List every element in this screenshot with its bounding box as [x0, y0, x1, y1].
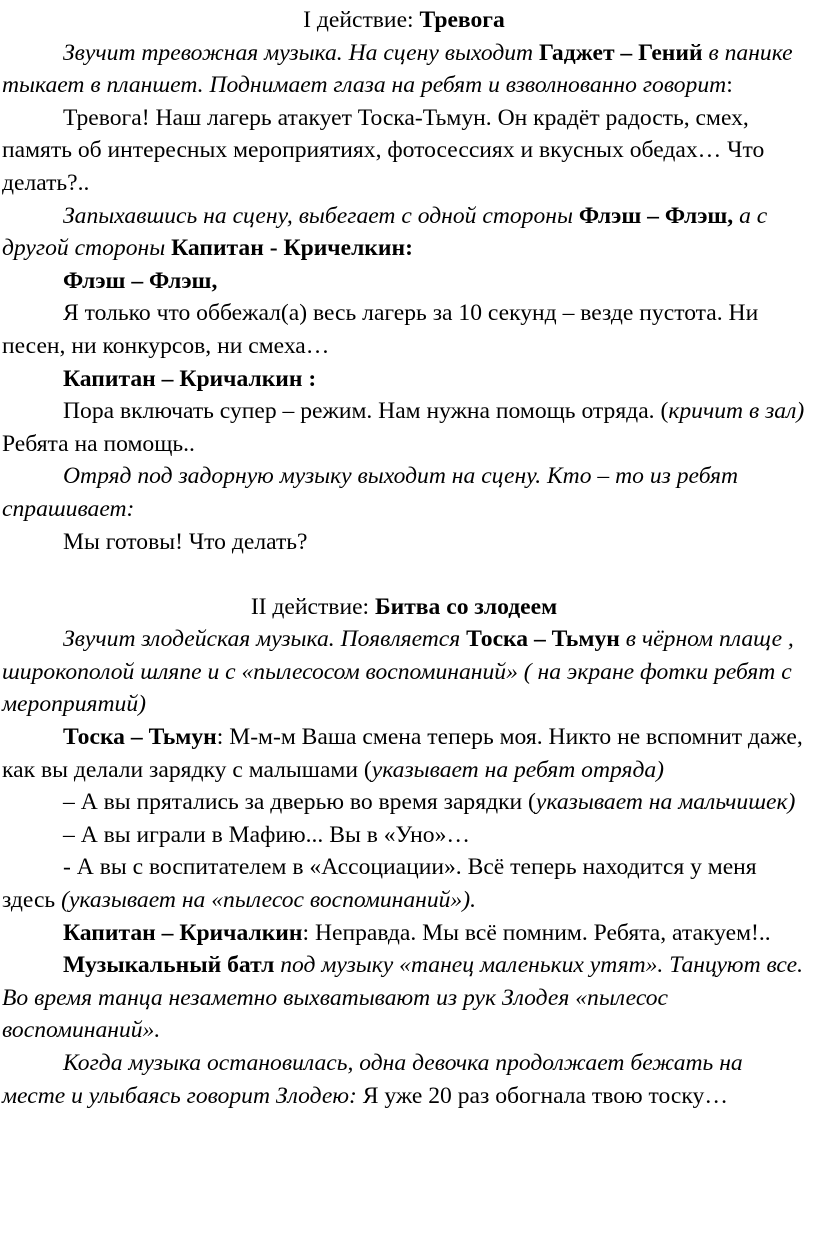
text-span: в чёрном плаще , широкополой шляпе и с «пылесосом воспоминаний» ( на экране фотки ребят с мероприятий) [2, 626, 794, 718]
act2-line-captain [2, 917, 806, 950]
stage-remark: Когда музыка остановилась, одна девочка продолжает бежать на месте и улыбаясь говорит Злодею: [2, 1050, 743, 1109]
act2-line-girl [2, 1047, 806, 1112]
act2-stage-direction-1 [2, 623, 806, 721]
character-name: Капитан - Кричелкин: [171, 235, 413, 262]
character-name: Капитан – Кричалкин [63, 919, 303, 946]
act2-heading [2, 591, 806, 624]
act2-heading-prefix: II действие: [250, 593, 376, 620]
stage-remark: (указывает на «пылесос воспоминаний»). [61, 887, 476, 914]
act1-line-gadget: Тревога! Наш лагерь атакует Тоска-Тьмун. Он крадёт радость, смех, память об интересных мероприятиях, фотосессиях и вкусных обедах… Что делать?.. [2, 104, 765, 196]
act1-line-captain [2, 395, 806, 460]
act1-line-squad: Мы готовы! Что делать? [63, 528, 308, 555]
act1-stage-direction-3: Отряд под задорную музыку выходит на сцену. Кто – то из ребят спрашивает: [2, 463, 738, 522]
text-span: в панике тыкает в планшет. Поднимает глаза на ребят и взволнованно говорит [2, 39, 793, 99]
text-span: – А вы прятались за дверью во время зарядки ( [63, 789, 536, 816]
stage-remark: указывает на мальчишек) [535, 789, 796, 816]
text-span: Звучит тревожная музыка. На сцену выходит [63, 39, 539, 66]
act1-stage-direction-1 [2, 37, 806, 102]
act1-heading-prefix: I действие: [303, 7, 420, 33]
text-span: : М-м-м Ваша смена теперь моя. Никто не вспомнит даже, как вы делали зарядку с малышами ( [2, 724, 803, 783]
character-name: Тоска – Тьмун [466, 626, 620, 653]
act1-stage-direction-2 [2, 200, 806, 265]
act2-heading-title: Битва со злодеем [375, 593, 558, 620]
text-span: : Неправда. Мы всё помним. Ребята, атакуем!.. [302, 919, 771, 946]
act1-line-flash: Я только что оббежал(а) весь лагерь за 10 секунд – везде пустота. Ни песен, ни конкурсов, ни смеха… [2, 300, 759, 359]
text-span: - А вы с воспитателем в «Ассоциации». Всё теперь находится у меня здесь [2, 854, 757, 914]
act1-heading [2, 4, 806, 37]
act1-speaker-captain: Капитан – Кричалкин : [63, 365, 317, 392]
stage-remark: указывает на ребят отряда) [371, 756, 665, 783]
act2-line-villain-3: – А вы играли в Мафию... Вы в «Уно»… [63, 821, 470, 848]
text-span: : [726, 72, 733, 99]
act1-heading-title: Тревога [419, 7, 505, 33]
character-name: Тоска – Тьмун [63, 724, 217, 751]
act2-line-villain-2 [2, 786, 806, 819]
act2-music-battle [2, 949, 806, 1047]
act1-speaker-flash: Флэш – Флэш, [63, 267, 218, 294]
scene-label: Музыкальный батл [63, 952, 275, 979]
section-spacer [2, 558, 806, 591]
text-span: Ребята на помощь.. [2, 430, 195, 457]
act2-line-villain-1 [2, 721, 806, 786]
text-span: Я уже 20 раз обогнала твою тоску… [362, 1082, 728, 1109]
text-span: Звучит злодейская музыка. Появляется [63, 626, 467, 653]
text-span: Запыхавшись на сцену, выбегает с одной стороны [63, 202, 579, 229]
stage-remark: кричит в зал) [668, 398, 805, 425]
text-span: а с другой стороны [2, 202, 768, 262]
character-name: Флэш – Флэш, [578, 202, 734, 229]
stage-remark: под музыку «танец маленьких утят». Танцуют все. Во время танца незаметно выхватывают из рук Злодея «пылесос воспоминаний». [2, 952, 803, 1044]
act2-line-villain-4 [2, 851, 806, 916]
character-name: Гаджет – Гений [539, 39, 703, 66]
text-span: Пора включать супер – режим. Нам нужна помощь отряда. ( [63, 398, 669, 425]
